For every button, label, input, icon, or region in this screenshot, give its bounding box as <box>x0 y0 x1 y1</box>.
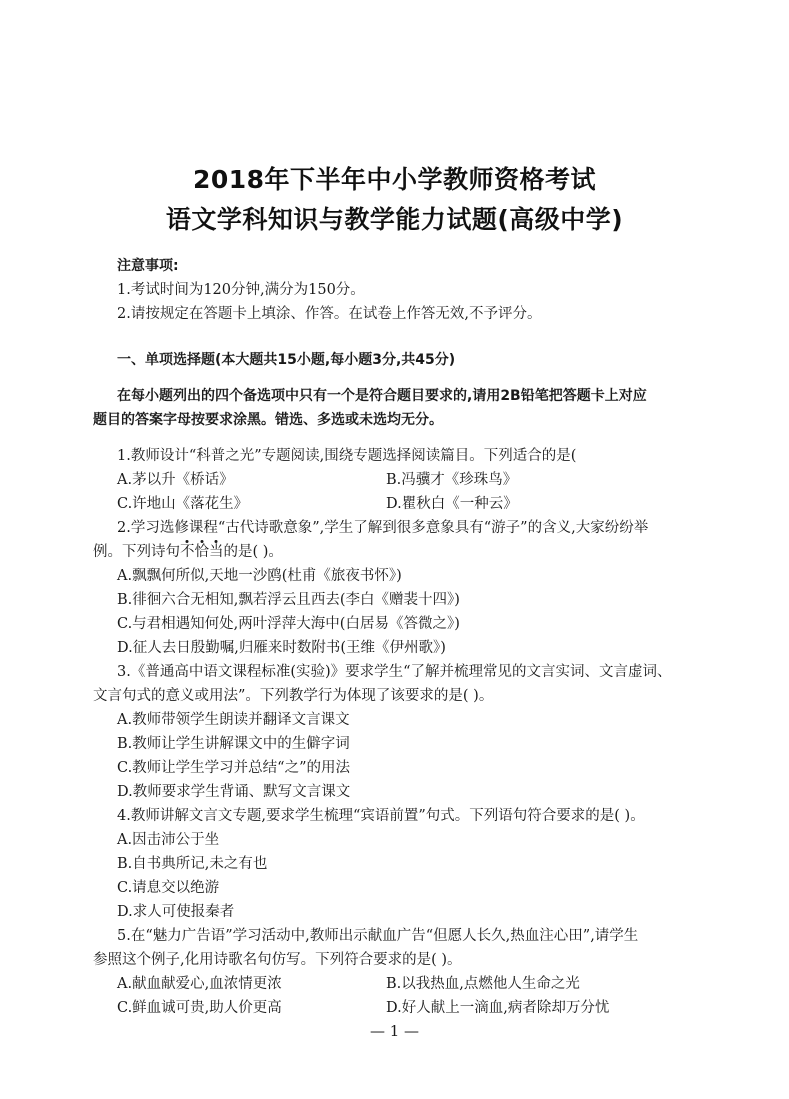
emphasis-char: 不 <box>180 544 195 560</box>
q1-option-d: D.瞿秋白《一种云》 <box>386 496 518 512</box>
q2-stem-prefix: 例。下列诗句 <box>93 544 180 560</box>
section-instruction-line1: 在每小题列出的四个备选项中只有一个是符合题目要求的,请用2B铅笔把答题卡上对应 <box>117 388 647 404</box>
q3-option-c: C.教师让学生学习并总结“之”的用法 <box>117 760 351 776</box>
q5-stem-line1: 5.在“魅力广告语”学习活动中,教师出示献血广告“但愿人长久,热血注心田”,请学生 <box>117 928 639 944</box>
page-number: — 1 — <box>369 1022 420 1040</box>
q2-stem-suffix: 的是( )。 <box>223 544 283 560</box>
q4-option-a: A.因击沛公于坐 <box>117 832 220 848</box>
notice-item-2: 2.请按规定在答题卡上填涂、作答。在试卷上作答无效,不予评分。 <box>117 306 542 322</box>
q3-stem-line2: 文言句式的意义或用法”。下列教学行为体现了该要求的是( )。 <box>93 688 494 704</box>
q1-option-a: A.茅以升《桥话》 <box>117 472 234 488</box>
section-heading: 一、单项选择题(本大题共15小题,每小题3分,共45分) <box>117 352 456 368</box>
q2-emphasis <box>180 544 224 560</box>
section-instruction-line2: 题目的答案字母按要求涂黑。错选、多选或未选均无分。 <box>93 412 443 428</box>
q1-option-b: B.冯骥才《珍珠鸟》 <box>386 472 518 488</box>
q5-stem-line2: 参照这个例子,化用诗歌名句仿写。下列符合要求的是( )。 <box>93 952 462 968</box>
q2-option-c: C.与君相遇知何处,两叶浮萍大海中(白居易《答微之》) <box>117 616 460 632</box>
exam-title-line1: 2018年下半年中小学教师资格考试 <box>192 165 597 194</box>
notice-heading: 注意事项: <box>117 258 179 274</box>
q5-option-c: C.鲜血诚可贵,助人价更高 <box>117 1000 282 1016</box>
q4-stem: 4.教师讲解文言文专题,要求学生梳理“宾语前置”句式。下列语句符合要求的是( )。 <box>117 808 645 824</box>
q5-option-d: D.好人献上一滴血,病者除却万分忧 <box>386 1000 610 1016</box>
q2-option-d: D.征人去日殷勤嘱,归雁来时数附书(王维《伊州歌》) <box>117 640 446 656</box>
q2-stem-line2 <box>93 542 283 562</box>
q4-option-c: C.请息交以绝游 <box>117 880 220 896</box>
q2-option-a: A.飘飘何所似,天地一沙鸥(杜甫《旅夜书怀》) <box>117 568 402 584</box>
q4-option-d: D.求人可使报秦者 <box>117 904 235 920</box>
q2-option-b: B.徘徊六合无相知,飘若浮云且西去(李白《赠裴十四》) <box>117 592 460 608</box>
q4-option-b: B.自书典所记,未之有也 <box>117 856 268 872</box>
exam-title-line2: 语文学科知识与教学能力试题(高级中学) <box>165 205 624 234</box>
q5-option-a: A.献血献爱心,血浓情更浓 <box>117 976 282 992</box>
q3-option-b: B.教师让学生讲解课文中的生僻字词 <box>117 736 350 752</box>
q5-option-b: B.以我热血,点燃他人生命之光 <box>386 976 580 992</box>
q2-stem-line1: 2.学习选修课程“古代诗歌意象”,学生了解到很多意象具有“游子”的含义,大家纷纷举 <box>117 520 649 536</box>
q1-option-c: C.许地山《落花生》 <box>117 496 249 512</box>
emphasis-char: 当 <box>209 544 224 560</box>
emphasis-char: 恰 <box>194 544 209 560</box>
q3-option-a: A.教师带领学生朗读并翻译文言课文 <box>117 712 350 728</box>
q1-stem: 1.教师设计“科普之光”专题阅读,围绕专题选择阅读篇目。下列适合的是( <box>117 448 577 464</box>
q3-option-d: D.教师要求学生背诵、默写文言课文 <box>117 784 351 800</box>
q3-stem-line1: 3.《普通高中语文课程标准(实验)》要求学生“了解并梳理常见的文言实词、文言虚词、 <box>117 664 672 680</box>
notice-item-1: 1.考试时间为120分钟,满分为150分。 <box>117 282 365 298</box>
